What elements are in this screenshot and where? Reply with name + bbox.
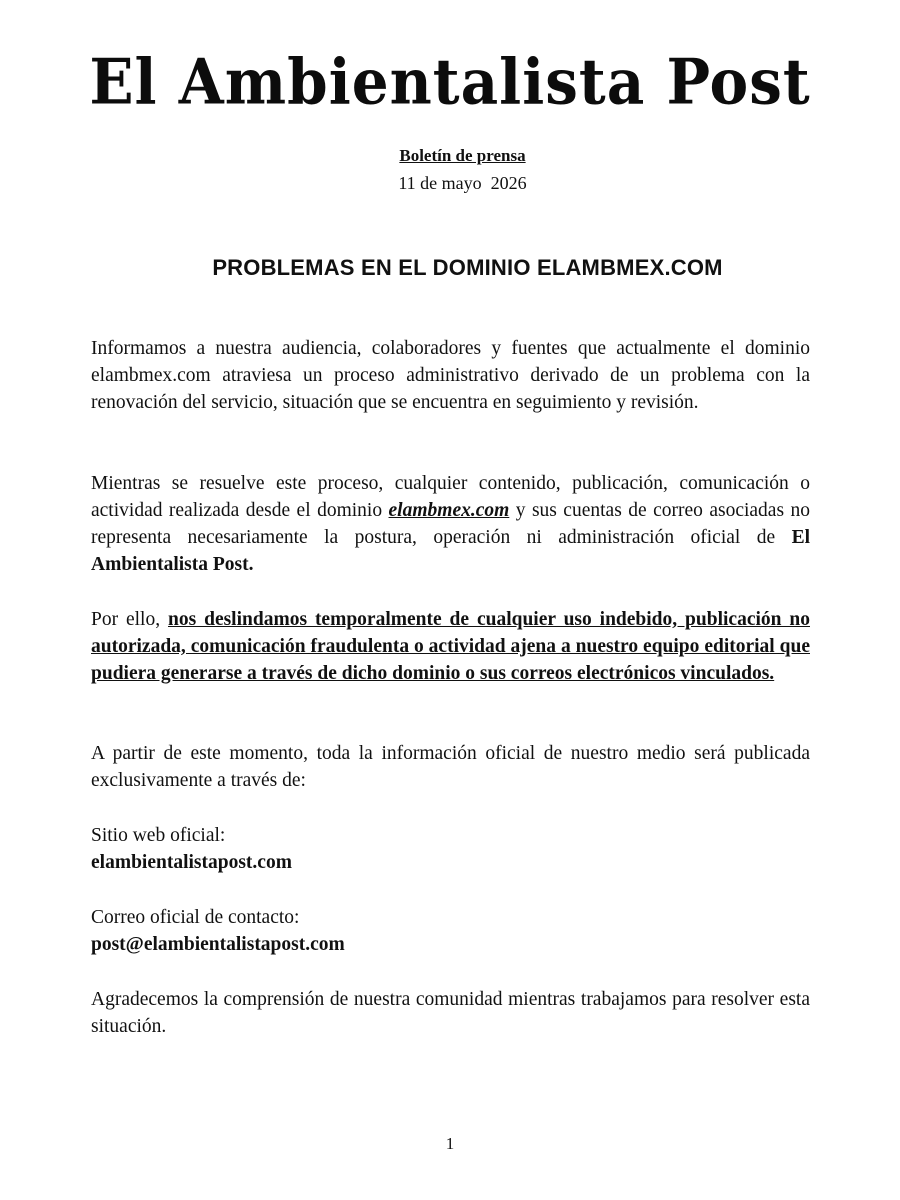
domain-name: elambmex.com (388, 500, 510, 521)
page-number: 1 (445, 1134, 455, 1153)
website-url: elambientalistapost.com (91, 852, 292, 873)
email-address: post@elambientalistapost.com (91, 934, 345, 955)
headline: PROBLEMAS EN EL DOMINIO ELAMBMEX.COM (212, 255, 723, 280)
paragraph-disclaimer-mid: y sus cuentas de correo asociadas no representa necesariamente la postura, operación ni administración oficial de (91, 500, 810, 548)
paragraph-dissociation (91, 606, 810, 687)
paragraph-disclaimer (91, 470, 810, 578)
email-block (91, 904, 810, 958)
paragraph-intro: Informamos a nuestra audiencia, colaboradores y fuentes que actualmente el dominio elambmex.com atraviesa un proceso administrativo derivado de un problema con la renovación del servicio, situación que se encuentra en seguimiento y revisión. (91, 338, 810, 413)
paragraph-disclaimer-start: Mientras se resuelve este proceso, cualquier contenido, publicación, comunicación o actividad realizada desde el dominio (91, 473, 810, 521)
paragraph-dissociation-start: Por ello, (91, 609, 169, 630)
masthead-title: El Ambientalista Post (89, 45, 811, 119)
bulletin-label: Boletín de prensa (399, 146, 526, 165)
dissociation-statement: nos deslindamos temporalmente de cualquier uso indebido, publicación no autorizada, comunicación fraudulenta o actividad ajena a nuestro equipo editorial que pudiera generarse a través de dicho dominio o sus correos electrónicos vinculados. (91, 609, 810, 684)
bulletin-date: 11 de mayo 2026 (398, 173, 527, 193)
paragraph-closing: Agradecemos la comprensión de nuestra comunidad mientras trabajamos para resolver esta situación. (91, 989, 810, 1037)
email-label: Correo oficial de contacto: (91, 907, 300, 928)
website-label: Sitio web oficial: (91, 825, 226, 846)
website-block (91, 822, 810, 876)
paragraph-official-channels: A partir de este momento, toda la información oficial de nuestro medio será publicada exclusivamente a través de: (91, 743, 810, 791)
outlet-name: El Ambientalista Post. (91, 527, 810, 575)
